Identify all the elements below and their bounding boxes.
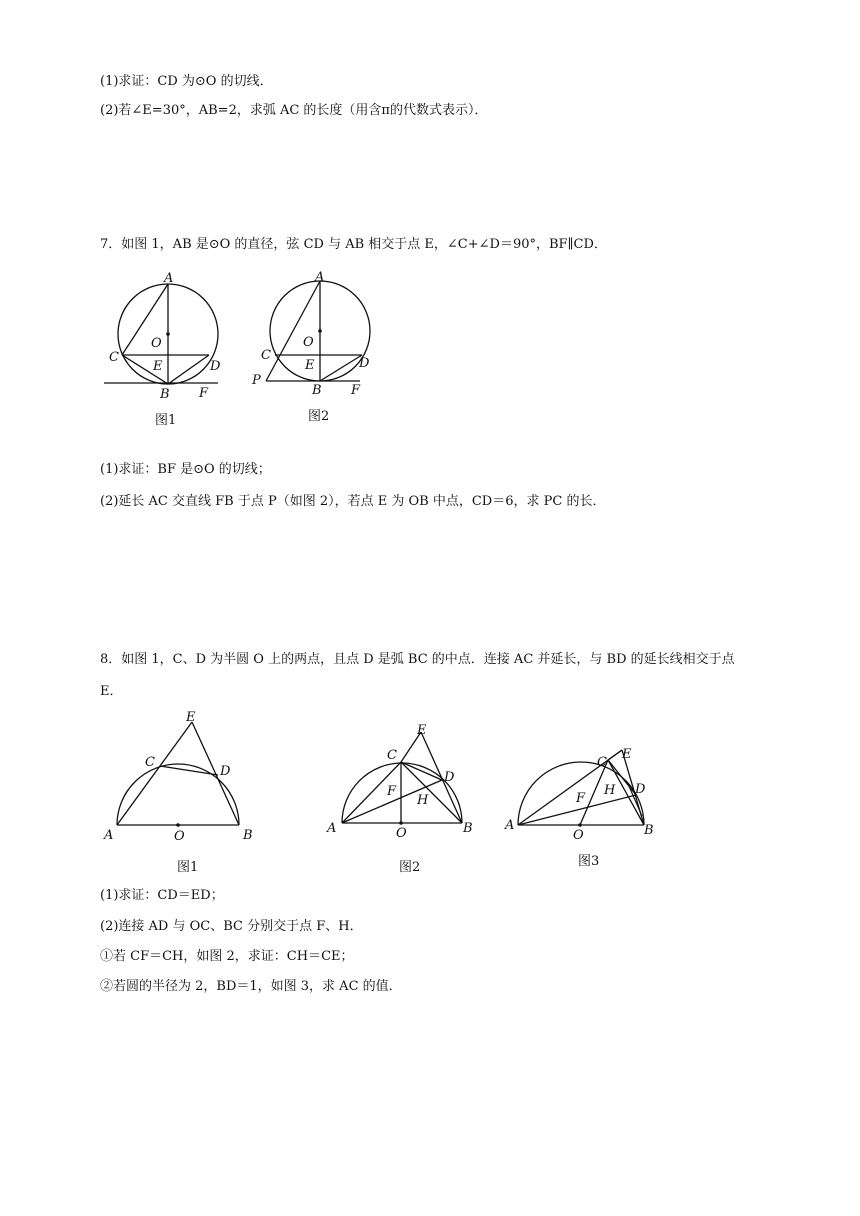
caption: 图3 xyxy=(578,854,600,869)
q7-figure-2 xyxy=(250,262,380,432)
label-E: E xyxy=(417,723,427,738)
label-B: B xyxy=(312,383,322,398)
label-B: B xyxy=(243,828,253,843)
label-E: E xyxy=(622,747,632,762)
label-E: E xyxy=(305,358,315,373)
label-O: O xyxy=(174,829,185,844)
label-A: A xyxy=(505,818,515,833)
caption: 图1 xyxy=(155,413,177,428)
q8-part1: (1)求证：CD＝ED； xyxy=(100,888,224,903)
q8-stem-line1: 8．如图 1，C、D 为半圆 O 上的两点，且点 D 是弧 BC 的中点．连接 AC 并延长，与 BD 的延长线相交于点 xyxy=(100,652,735,667)
label-C: C xyxy=(145,755,155,770)
caption: 图2 xyxy=(399,860,421,875)
label-C: C xyxy=(597,755,607,770)
label-C: C xyxy=(109,350,119,365)
label-D: D xyxy=(220,764,231,779)
label-O: O xyxy=(151,336,162,351)
label-B: B xyxy=(160,387,170,402)
label-A: A xyxy=(327,821,337,836)
label-B: B xyxy=(644,823,654,838)
q6-part2: (2)若∠E=30°，AB=2，求弧 AC 的长度（用含π的代数式表示）． xyxy=(100,103,488,118)
caption: 图1 xyxy=(177,860,199,875)
q8-figure-2 xyxy=(320,708,480,878)
label-F: F xyxy=(576,791,586,806)
q8-sub2: ②若圆的半径为 2，BD＝1，如图 3，求 AC 的值． xyxy=(100,979,402,994)
label-C: C xyxy=(387,748,397,763)
label-H: H xyxy=(417,793,429,808)
q8-part2: (2)连接 AD 与 OC、BC 分别交于点 F、H． xyxy=(100,919,363,934)
q8-sub1: ①若 CF＝CH，如图 2，求证：CH＝CE； xyxy=(100,949,354,964)
label-O: O xyxy=(573,828,584,843)
label-P: P xyxy=(252,373,261,388)
label-E: E xyxy=(186,710,196,725)
label-F: F xyxy=(351,383,361,398)
label-O: O xyxy=(396,826,407,841)
label-D: D xyxy=(359,356,370,371)
q7-part2: (2)延长 AC 交直线 FB 于点 P（如图 2），若点 E 为 OB 中点，CD＝6，求 PC 的长． xyxy=(100,494,606,509)
label-C: C xyxy=(261,348,271,363)
q8-stem-line2: E． xyxy=(100,684,123,699)
label-D: D xyxy=(210,359,221,374)
label-A: A xyxy=(104,828,114,843)
q8-figure-1 xyxy=(100,708,270,878)
q8-figure-3 xyxy=(500,708,670,878)
label-A: A xyxy=(315,270,325,285)
label-D: D xyxy=(444,770,455,785)
label-F: F xyxy=(199,386,209,401)
label-A: A xyxy=(164,271,174,286)
label-E: E xyxy=(153,359,163,374)
caption: 图2 xyxy=(308,409,330,424)
q7-stem: 7．如图 1，AB 是⊙O 的直径，弦 CD 与 AB 相交于点 E，∠C+∠D＝90°，BF∥CD． xyxy=(100,237,607,252)
label-F: F xyxy=(387,784,397,799)
q7-figure-1 xyxy=(100,262,230,432)
label-D: D xyxy=(635,782,646,797)
q7-part1: (1)求证：BF 是⊙O 的切线； xyxy=(100,462,271,477)
label-B: B xyxy=(463,821,473,836)
label-O: O xyxy=(303,335,314,350)
q6-part1: (1)求证：CD 为⊙O 的切线． xyxy=(100,74,273,89)
label-H: H xyxy=(604,783,616,798)
